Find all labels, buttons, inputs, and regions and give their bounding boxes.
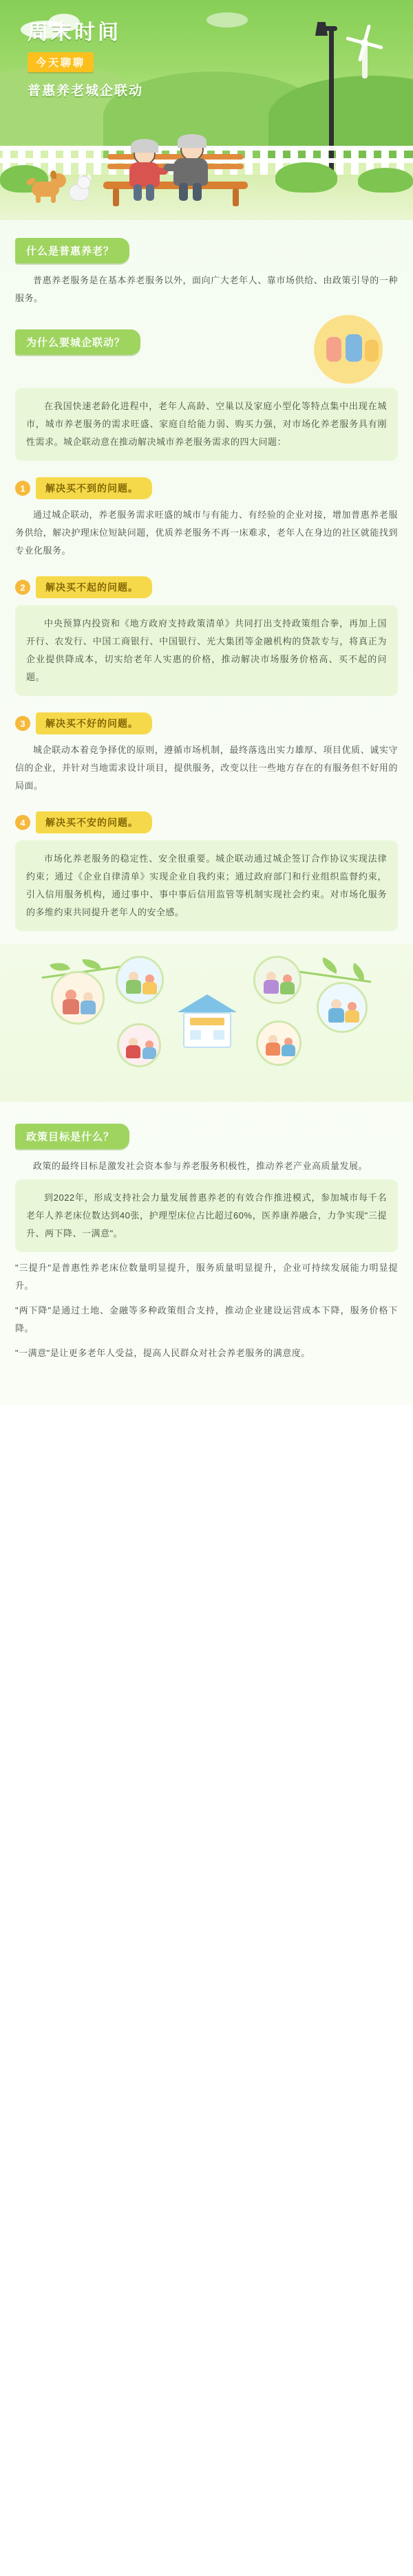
elderly-figure-icon bbox=[326, 337, 341, 362]
elderly-figure-icon bbox=[365, 340, 379, 362]
elderly-figure-icon bbox=[346, 334, 362, 362]
section-body-why-city-enterprise: 在我国快速老龄化进程中，老年人高龄、空巢以及家庭小型化等特点集中出现在城市，城市养老服务的需求旺盛、家庭自给能力弱、购买力强，对市场化养老服务具有刚性需求。城企联动意在推动解决城市养老服务需求的四大问题： bbox=[15, 388, 398, 461]
page-title: 周末时间 bbox=[28, 21, 121, 44]
today-topic-chip: 今天聊聊 bbox=[28, 52, 94, 72]
section-body-policy-goal: 政策的最终目标是激发社会资本参与养老服务积极性，推动养老产业高质量发展。 bbox=[33, 1161, 368, 1171]
cloud-icon bbox=[206, 12, 248, 28]
note-two-declines: "两下降"是通过土地、金融等多种政策组合支持，推动企业建设运营成本下降，服务价格下降。 bbox=[15, 1305, 398, 1333]
qa-body-3: 城企联动本着竞争择优的原则，遵循市场机制，最终落选出实力雄厚、项目优质、诚实守信的企业，并针对当地需求设计项目，提供服务，改变以往一些地方存在的有服务但不好用的局面。 bbox=[15, 745, 398, 791]
section-heading-what-is: 什么是普惠养老？ bbox=[15, 238, 129, 263]
elderly-man-figure bbox=[168, 136, 222, 202]
elderly-care-scene-4 bbox=[253, 956, 301, 1004]
hero-subtitle: 普惠养老城企联动 bbox=[28, 84, 144, 98]
footer-spacer bbox=[0, 1364, 413, 1377]
qa-heading-1 bbox=[15, 477, 413, 499]
number-badge-icon: 2 bbox=[15, 580, 30, 595]
elderly-care-scene-2 bbox=[116, 956, 164, 1004]
qa-title-2: 解决买不起的问题。 bbox=[36, 576, 152, 598]
bush bbox=[358, 168, 413, 193]
bush bbox=[275, 162, 337, 193]
number-badge-icon: 3 bbox=[15, 716, 30, 731]
elderly-care-scene-6 bbox=[317, 982, 368, 1033]
hero-title-block bbox=[28, 15, 143, 99]
qa-body-4: 市场化养老服务的稳定性、安全很重要。城企联动通过城企签订合作协议实现法律约束；通过《企业自律清单》实现企业自我约束；通过政府部门和行业组织监督约束，引入信用服务机构，通过事中、事中事后信用监管等机制实现社会约束。对市场化服务的多维约束共同提升老年人的安全感。 bbox=[15, 840, 398, 931]
elderly-woman-figure bbox=[123, 139, 171, 202]
why-illustration bbox=[0, 325, 413, 384]
section-body-what-is: 普惠养老服务是在基本养老服务以外，面向广大老年人、靠市场供给、由政策引导的一种服务。 bbox=[15, 275, 398, 303]
hero-banner bbox=[0, 0, 413, 220]
note-one-satisfaction: "一满意"是让更多老年人受益，提高人民群众对社会养老服务的满意度。 bbox=[15, 1348, 310, 1358]
note-three-improvements: "三提升"是普惠性养老床位数量明显提升，服务质量明显提升，企业可持续发展能力明显提升。 bbox=[15, 1263, 398, 1291]
qa-heading-2 bbox=[15, 576, 413, 598]
number-badge-icon: 1 bbox=[15, 481, 30, 496]
elderly-care-scene-3 bbox=[117, 1023, 161, 1067]
elderly-care-scene-1 bbox=[51, 971, 105, 1025]
qa-title-4: 解决买不安的问题。 bbox=[36, 811, 152, 833]
qa-body-2: 中央预算内投资和《地方政府支持政策清单》共同打出支持政策组合拳，再加上国开行、农发行、中国工商银行、中国银行、光大集团等金融机构的贷款专与，将真正为企业提供降成本，切实给老年人实惠的价格，推动解决市场服务价格高、买不起的问题。 bbox=[15, 605, 398, 696]
content-area bbox=[0, 220, 413, 1405]
elderly-care-scene-5 bbox=[256, 1020, 301, 1066]
section-heading-policy-goal: 政策目标是什么？ bbox=[15, 1124, 129, 1149]
qa-heading-4 bbox=[15, 811, 413, 833]
qa-body-1: 通过城企联动，养老服务需求旺盛的城市与有能力、有经验的企业对接，增加普惠养老服务供给，解决护理床位短缺问题，优质养老服务不再一床难求，老年人在身边的社区就能找到专业化服务。 bbox=[15, 510, 398, 556]
qa-title-3: 解决买不好的问题。 bbox=[36, 712, 152, 734]
qa-heading-3 bbox=[15, 712, 413, 734]
qa-title-1: 解决买不到的问题。 bbox=[36, 477, 152, 499]
community-illustration bbox=[0, 943, 413, 1102]
cat-icon bbox=[66, 175, 95, 205]
number-badge-icon: 4 bbox=[15, 815, 30, 830]
dog-icon bbox=[32, 171, 69, 204]
community-center-building-icon bbox=[178, 994, 237, 1052]
section-heading-why-city-enterprise: 为什么要城企联动？ bbox=[15, 329, 140, 355]
policy-goal-card: 到2022年，形成支持社会力量发展普惠养老的有效合作推进模式，参加城市每千名老年人养老床位数达到40张，护理型床位占比超过60%，医养康养融合，力争实现"三提升、两下降、一满意"。 bbox=[15, 1179, 398, 1252]
